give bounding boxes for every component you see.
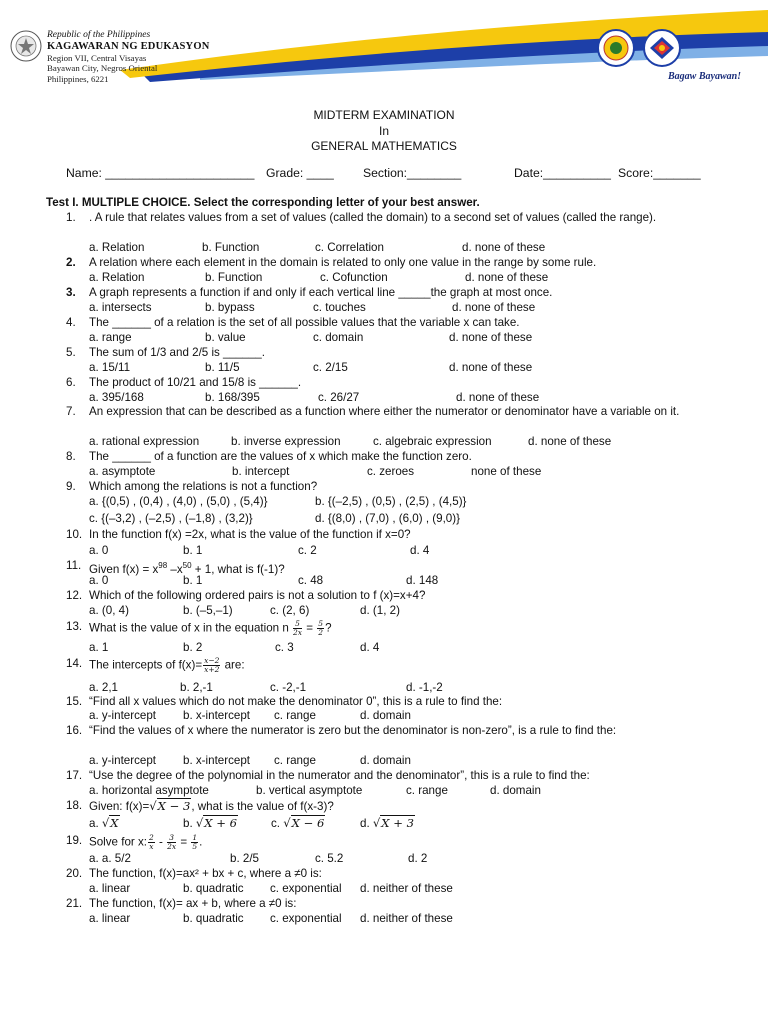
option-b[interactable]: b. 11/5 (205, 361, 240, 374)
option-c[interactable]: c. 2 (298, 544, 317, 557)
question-number: 21. (66, 897, 83, 910)
city-seal-icon (598, 30, 634, 66)
option-d[interactable]: d. 2 (408, 852, 428, 865)
option-b[interactable]: b. bypass (205, 301, 255, 314)
question-21 (66, 897, 726, 912)
question-20 (66, 867, 726, 882)
question-13 (66, 620, 726, 637)
question-text: Solve for x: $\frac{2}{x}$ - $\frac{3}{2x}$ = $\frac{1}{5}$ . (89, 833, 203, 851)
option-d[interactable]: d. none of these (452, 301, 536, 314)
option-d[interactable]: d. none of these (449, 361, 533, 374)
question-text: Which among the relations is not a function? (89, 480, 318, 493)
question-number: 9. (66, 480, 76, 493)
option-c[interactable]: c. range (274, 754, 316, 767)
question-1 (66, 211, 726, 226)
option-a[interactable]: a. linear (89, 912, 131, 925)
option-b[interactable]: b. 2,-1 (180, 681, 213, 694)
option-a[interactable]: a. asymptote (89, 465, 156, 478)
option-b[interactable]: b. 1 (183, 544, 203, 557)
question-18 (66, 799, 726, 815)
question-number: 16. (66, 724, 83, 737)
question-number: 1. (66, 211, 76, 224)
option-c[interactable]: c. touches (313, 301, 366, 314)
option-a[interactable]: a. a. 5/2 (89, 852, 131, 865)
option-d[interactable]: d. 148 (406, 574, 439, 587)
option-c[interactable]: c. range (274, 709, 316, 722)
option-c[interactable]: c. exponential (270, 882, 342, 895)
option-d[interactable]: d. 4 (410, 544, 430, 557)
question-19 (66, 834, 726, 851)
option-a[interactable]: a. 15/11 (89, 361, 131, 374)
question-12 (66, 589, 726, 604)
address-line: Bayawan City, Negros Oriental (47, 63, 158, 74)
question-number: 14. (66, 657, 83, 670)
question-number: 19. (66, 834, 83, 847)
option-d[interactable]: none of these (471, 465, 542, 478)
option-c[interactable]: c. 3 (275, 641, 294, 654)
option-a[interactable]: a. horizontal asymptote (89, 784, 209, 797)
option-c[interactable]: c. zeroes (367, 465, 415, 478)
option-b[interactable]: b. 168/395 (205, 391, 260, 404)
option-d[interactable]: d. 4 (360, 641, 380, 654)
option-c[interactable]: c. algebraic expression (373, 435, 492, 448)
option-b[interactable]: b. Function (202, 241, 260, 254)
option-d[interactable]: d. domain (490, 784, 541, 797)
question-number: 10. (66, 528, 83, 541)
city-motto: Bagaw Bayawan! (668, 71, 742, 82)
option-c[interactable]: c. domain (313, 331, 364, 344)
republic-line: Republic of the Philippines (47, 30, 151, 40)
option-a[interactable]: a. 1 (89, 641, 109, 654)
section-field[interactable]: Section:________ (363, 166, 462, 180)
question-text: The product of 10/21 and 15/8 is ______. (89, 376, 302, 389)
option-c[interactable]: c. -2,-1 (270, 681, 307, 694)
option-d[interactable]: d. none of these (462, 241, 546, 254)
question-number: 4. (66, 316, 76, 329)
question-text: The sum of 1/3 and 2/5 is ______. (89, 346, 265, 359)
option-a[interactable]: a. (0, 4) (89, 604, 129, 617)
question-text: What is the value of x in the equation n $\frac{5}{2x}$ = $\frac{5}{2}$ ? (89, 619, 332, 637)
option-b[interactable]: b. quadratic (183, 882, 244, 895)
fraction: $\frac{5}{2}$ (318, 619, 324, 637)
option-b[interactable]: b. Function (205, 271, 263, 284)
question-text: “Use the degree of the polynomial in the numerator and the denominator”, this is a rule to find the: (89, 769, 590, 782)
address-line: Region VII, Central Visayas (47, 53, 147, 63)
option-a[interactable]: a. 0 (89, 544, 109, 557)
option-a[interactable]: a. Relation (89, 241, 145, 254)
question-5 (66, 346, 726, 361)
question-3 (66, 286, 726, 301)
fraction: $\frac{3}{2x}$ (167, 833, 177, 851)
question-text: “Find all x values which do not make the denominator 0”, this is a rule to find the: (89, 695, 503, 708)
option-b[interactable]: b. √X + 6 (183, 816, 237, 830)
option-b[interactable]: b. (–5,–1) (183, 604, 233, 617)
question-text: . A rule that relates values from a set of values (called the domain) to a second set of values (called the range). (89, 211, 657, 224)
address-line: Philippines, 6221 (47, 73, 109, 84)
option-b[interactable]: b. 2 (183, 641, 203, 654)
question-6 (66, 376, 726, 391)
option-b[interactable]: b. x-intercept (183, 754, 251, 767)
agency-block (47, 30, 210, 84)
option-a[interactable]: a. y-intercept (89, 709, 157, 722)
question-15 (66, 695, 726, 710)
grade-field[interactable]: Grade: ____ (266, 166, 334, 180)
question-text: Which of the following ordered pairs is not a solution to f (x)=x+4? (89, 589, 426, 602)
option-c[interactable]: c. 26/27 (318, 391, 360, 404)
question-number: 17. (66, 769, 83, 782)
question-text: An expression that can be described as a function where either the numerator or denominator have a variable on it. (89, 405, 680, 418)
exam-title-connector: In (378, 124, 389, 138)
option-c[interactable]: c. (2, 6) (270, 604, 310, 617)
option-b[interactable]: b. vertical asymptote (256, 784, 363, 797)
score-field[interactable]: Score:_______ (618, 166, 701, 180)
question-16 (66, 724, 726, 739)
option-c[interactable]: c. 48 (298, 574, 324, 587)
option-d[interactable]: d. (1, 2) (360, 604, 400, 617)
question-text: The function, f(x)=ax² + bx + c, where a ≠0 is: (89, 867, 322, 880)
question-text: Given: f(x)=√X − 3, what is the value of f(x-3)? (89, 799, 334, 813)
fraction: $\frac{1}{5}$ (192, 833, 198, 851)
question-number: 12. (66, 589, 83, 602)
question-14 (66, 657, 726, 674)
logos (596, 28, 716, 75)
option-b[interactable]: b. value (205, 331, 246, 344)
option-d[interactable]: d. neither of these (360, 912, 453, 925)
option-d[interactable]: d. neither of these (360, 882, 453, 895)
option-b[interactable]: b. inverse expression (231, 435, 341, 448)
option-b[interactable]: b. 2/5 (230, 852, 260, 865)
deped-seal-icon (644, 30, 680, 66)
question-8 (66, 450, 726, 465)
test-instructions: Test I. MULTIPLE CHOICE. Select the corresponding letter of your best answer. (46, 196, 480, 209)
name-field[interactable]: Name: ______________________ (66, 166, 255, 180)
question-text: The ______ of a function are the values of x which make the function zero. (89, 450, 472, 463)
question-text: “Find the values of x where the numerator is zero but the denominator is non-zero”, is a rule to find the: (89, 724, 617, 737)
question-text: The ______ of a relation is the set of all possible values that the variable x can take. (89, 316, 520, 329)
option-d[interactable]: d. -1,-2 (406, 681, 443, 694)
option-b[interactable]: b. x-intercept (183, 709, 251, 722)
exam-subject: GENERAL MATHEMATICS (311, 139, 457, 153)
question-number: 7. (66, 405, 76, 418)
question-text: Given $f(x) = x^{98}$ $-x^{50} + 1$, what is f(-1)? (89, 561, 285, 576)
radical: √X − 3 (149, 799, 191, 813)
option-b[interactable]: b. 1 (183, 574, 203, 587)
question-number: 3. (66, 286, 76, 299)
question-17 (66, 769, 726, 784)
fraction: $\frac{5}{2x}$ (293, 619, 303, 637)
option-d[interactable]: d. domain (360, 709, 411, 722)
option-b[interactable]: b. quadratic (183, 912, 244, 925)
question-number: 15. (66, 695, 83, 708)
option-c[interactable]: c. range (406, 784, 448, 797)
question-number: 8. (66, 450, 76, 463)
fraction: $\frac{2}{x}$ (149, 833, 154, 851)
option-c[interactable]: c. {(–3,2) , (–2,5) , (–1,8) , (3,2)} (89, 512, 253, 525)
option-d[interactable]: d. none of these (449, 331, 533, 344)
question-text: The function, f(x)= ax + b, where a ≠0 is: (89, 897, 297, 910)
option-a[interactable]: a. y-intercept (89, 754, 157, 767)
option-a[interactable]: a. intersects (89, 301, 152, 314)
option-b[interactable]: b. {(–2,5) , (0,5) , (2,5) , (4,5)} (315, 495, 467, 508)
date-field[interactable]: Date:__________ (514, 166, 611, 180)
option-c[interactable]: c. Cofunction (320, 271, 388, 284)
option-d[interactable]: d. {(8,0) , (7,0) , (6,0) , (9,0)} (315, 512, 460, 525)
option-d[interactable]: d. domain (360, 754, 411, 767)
question-number: 20. (66, 867, 83, 880)
question-9 (66, 480, 726, 495)
question-number: 11. (66, 559, 82, 572)
option-d[interactable]: d. none of these (465, 271, 549, 284)
question-4 (66, 316, 726, 331)
question-10 (66, 528, 726, 543)
question-number: 18. (66, 799, 83, 812)
letterhead (0, 0, 768, 95)
option-d[interactable]: d. none of these (528, 435, 612, 448)
option-a[interactable]: a. linear (89, 882, 131, 895)
option-d[interactable]: d. none of these (456, 391, 540, 404)
question-2 (66, 256, 726, 271)
option-c[interactable]: c. 5.2 (315, 852, 344, 865)
option-a[interactable]: a. 2,1 (89, 681, 119, 694)
option-a[interactable]: a. range (89, 331, 132, 344)
option-a[interactable]: a. Relation (89, 271, 145, 284)
option-c[interactable]: c. √X − 6 (271, 816, 325, 830)
exam-title: MIDTERM EXAMINATION (313, 108, 455, 122)
option-a[interactable]: a. 0 (89, 574, 109, 587)
option-c[interactable]: c. 2/15 (313, 361, 348, 374)
question-number: 2. (66, 256, 76, 269)
republic-seal-icon (10, 30, 42, 62)
question-text: A relation where each element in the domain is related to only one value in the range by some rule. (89, 256, 597, 269)
question-text: A graph represents a function if and only if each vertical line _____the graph at most once. (89, 286, 553, 299)
option-a[interactable]: a. {(0,5) , (0,4) , (4,0) , (5,0) , (5,4)} (89, 495, 268, 508)
question-7 (66, 405, 726, 420)
question-text: The intercepts of f(x)= $\frac{x-2}{x+2}$ are: (89, 656, 245, 674)
option-a[interactable]: a. 395/168 (89, 391, 144, 404)
option-d[interactable]: d. √X + 3 (360, 816, 414, 830)
question-number: 5. (66, 346, 76, 359)
option-b[interactable]: b. intercept (232, 465, 290, 478)
agency-name: KAGAWARAN NG EDUKASYON (47, 41, 210, 52)
fraction: $\frac{x-2}{x+2}$ (204, 656, 220, 674)
question-number: 6. (66, 376, 76, 389)
question-text: In the function f(x) =2x, what is the value of the function if x=0? (89, 528, 411, 541)
question-11 (66, 559, 726, 578)
option-a[interactable]: a. √X (89, 816, 119, 830)
option-a[interactable]: a. rational expression (89, 435, 200, 448)
option-c[interactable]: c. exponential (270, 912, 342, 925)
question-number: 13. (66, 620, 83, 633)
option-c[interactable]: c. Correlation (315, 241, 384, 254)
